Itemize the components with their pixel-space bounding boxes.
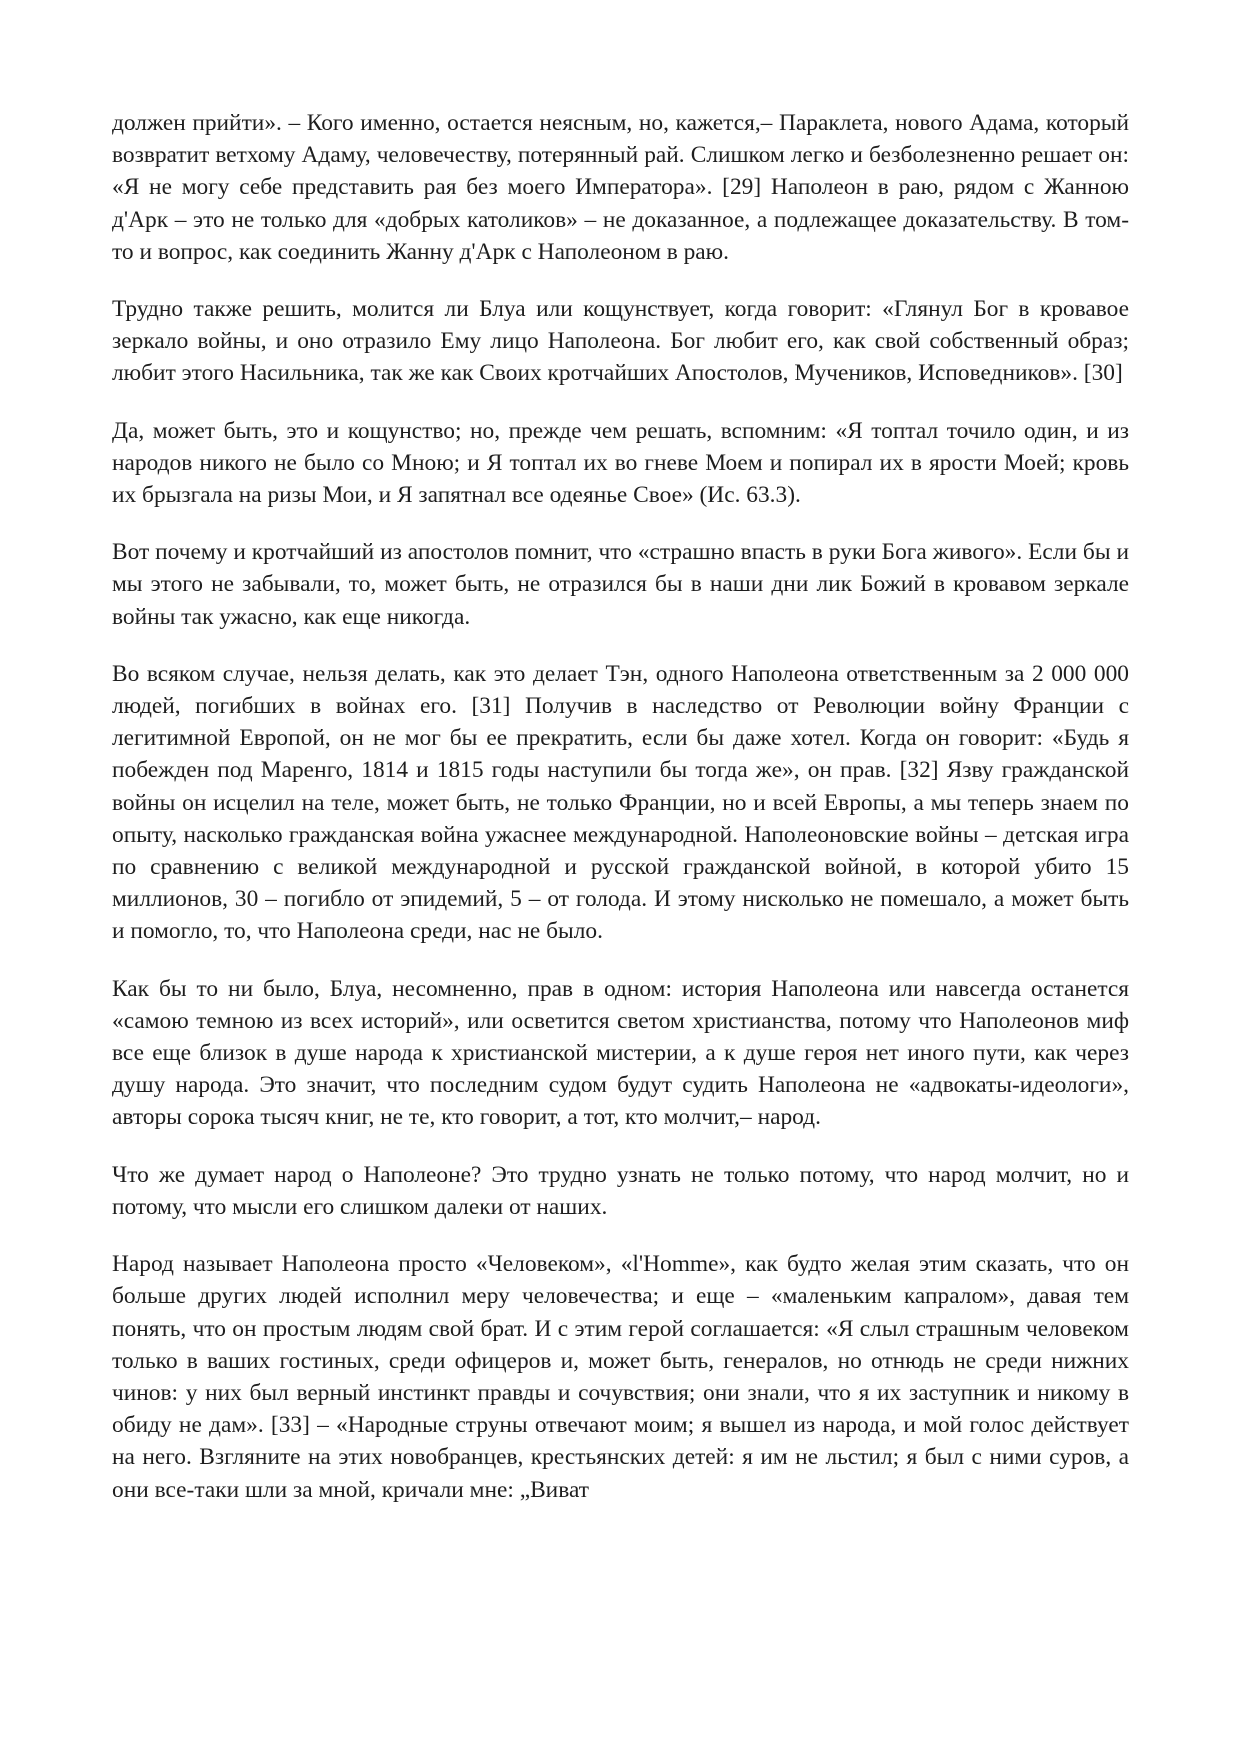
paragraph: Трудно также решить, молится ли Блуа или кощунствует, когда говорит: «Глянул Бог в кровавое зеркало войны, и оно отразило Ему лицо Наполеона. Бог любит его, как свой собственный образ; любит этого Насильника, так же как Своих кротчайших Апостолов, Мучеников, Исповедников». [30] — [112, 296, 1129, 387]
paragraph: должен прийти». – Кого именно, остается неясным, но, кажется,– Параклета, нового Адама, который возвратит ветхому Адаму, человечеству, потерянный рай. Слишком легко и безболезненно решает он: «Я не могу себе представить рая без моего Императора». [29] Наполеон в раю, рядом с Жанною д'Арк – это не только для «добрых католиков» – не доказанное, а подлежащее доказательству. В том-то и вопрос, как соединить Жанну д'Арк с Наполеоном в раю. — [112, 110, 1129, 265]
paragraph: Вот почему и кротчайший из апостолов помнит, что «страшно впасть в руки Бога живого». Если бы и мы этого не забывали, то, может быть, не отразился бы в наши дни лик Божий в кровавом зеркале войны так ужасно, как еще никогда. — [112, 539, 1129, 630]
paragraph: Народ называет Наполеона просто «Человеком», «l'Homme», как будто желая этим сказать, что он больше других людей исполнил меру человечества; и еще – «маленьким капралом», давая тем понять, что он простым людям свой брат. И с этим герой соглашается: «Я слыл страшным человеком только в ваших гостиных, среди офицеров и, может быть, генералов, но отнюдь не среди нижних чинов: у них был верный инстинкт правды и сочувствия; они знали, что я их заступник и никому в обиду не дам». [33] – «Народные струны отвечают моим; я вышел из народа, и мой голос действует на него. Взгляните на этих новобранцев, крестьянских детей: я им не льстил; я был с ними суров, а они все-таки шли за мной, кричали мне: „Виват — [112, 1251, 1129, 1503]
paragraph: Во всяком случае, нельзя делать, как это делает Тэн, одного Наполеона ответственным за 2 000 000 людей, погибших в войнах его. [31] Получив в наследство от Революции войну Франции с легитимной Европой, он не мог бы ее прекратить, если бы даже хотел. Когда он говорит: «Будь я побежден под Маренго, 1814 и 1815 годы наступили бы тогда же», он прав. [32] Язву гражданской войны он исцелил на теле, может быть, не только Франции, но и всей Европы, а мы теперь знаем по опыту, насколько гражданская война ужаснее международной. Наполеоновские войны – детская игра по сравнению с великой международной и русской гражданской войной, в которой убито 15 миллионов, 30 – погибло от эпидемий, 5 – от голода. И этому нисколько не помешало, а может быть и помогло, то, что Наполеона среди, нас не было. — [112, 660, 1129, 945]
paragraph: Что же думает народ о Наполеоне? Это трудно узнать не только потому, что народ молчит, но и потому, что мысли его слишком далеки от наших. — [112, 1161, 1129, 1220]
paragraph: Как бы то ни было, Блуа, несомненно, прав в одном: история Наполеона или навсегда останется «самою темною из всех историй», или осветится светом христианства, потому что Наполеонов миф все еще близок в душе народа к христианской мистерии, а к душе героя нет иного пути, как через душу народа. Это значит, что последним судом будут судить Наполеона не «адвокаты-идеологи», авторы сорока тысяч книг, не те, кто говорит, а тот, кто молчит,– народ. — [112, 975, 1129, 1131]
document-page — [112, 107, 1129, 1531]
paragraph: Да, может быть, это и кощунство; но, прежде чем решать, вспомним: «Я топтал точило один, и из народов никого не было со Мною; и Я топтал их во гневе Моем и попирал их в ярости Моей; кровь их брызгала на ризы Мои, и Я запятнал все одеянье Свое» (Ис. 63.3). — [112, 417, 1129, 509]
